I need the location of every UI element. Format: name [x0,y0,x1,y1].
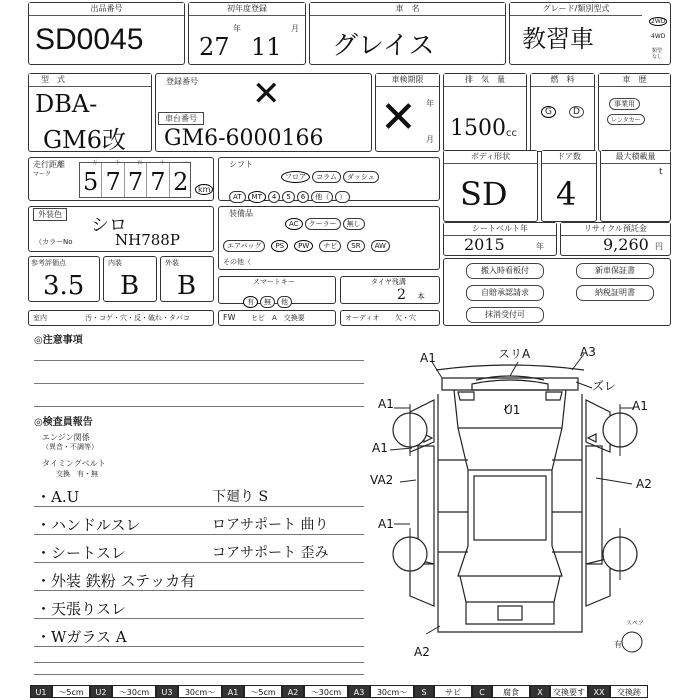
score-box [28,256,100,302]
mileage-digit: 5 [80,163,102,197]
report-line [34,674,364,675]
option-chip: 無し [343,218,365,230]
smartkey-box [218,276,336,304]
mileage-digit: 7 [147,163,169,197]
equipment-other: その他（ [223,258,251,266]
fuel-box [530,73,595,152]
history-label: 車 歴 [599,74,670,87]
model-line2: GM6改 [43,126,127,154]
option-chip: ナビ [319,240,341,252]
mileage-digit: 7 [102,163,124,197]
option-chip: フロア [281,171,310,183]
equipment-label: 装備品 [229,209,253,218]
fuel-label: 燃 料 [531,74,594,87]
option-chip: PW [294,240,313,252]
mileage-digit: 2 [173,168,189,196]
legend-code: A2 [282,685,304,698]
option-chip: 他 [277,296,292,308]
drive-2wd: 2WD [651,18,666,25]
doc-tax-certificate: 納税証明書 [576,285,654,301]
option-chip: コラム [312,171,341,183]
history-rental: レンタカー [607,114,645,125]
mileage-digit-header: 千 [114,160,120,166]
drive-4wd: 4WD [651,33,666,40]
damage-mark: スリA [498,347,531,361]
vehicle-diagram [370,342,670,672]
damage-mark: U1 [504,403,521,417]
first-registration-box [188,2,306,65]
score-label: 参考評価点 [31,259,66,267]
report-line [34,662,364,663]
seatbelt-label: シートベルト年 [444,223,556,236]
capacity-box [600,150,671,222]
tire-box [340,276,440,304]
legend-code: U1 [30,685,52,698]
audio-options: 欠・穴 [395,314,416,322]
option-chip: 5 [282,191,294,203]
legend-desc: ～5cm [244,685,282,698]
fuel-diesel: D [569,106,584,118]
doc-deregistration: 抹消受付可 [466,307,544,323]
caution-line [34,360,364,361]
audio-label: オーディオ [345,314,380,322]
interior-grade-label: 内装 [108,259,122,267]
inspection-label: 車検期限 [376,74,439,87]
history-business: 事業用 [609,98,640,110]
reg-no-label: 登録番号 [166,77,198,86]
legend-desc: 腐食 [492,685,530,698]
equipment-options-row2 [223,233,437,252]
score-value: 3.5 [43,271,85,301]
inspection-mark: ✕ [380,92,417,143]
displacement-box [443,73,527,152]
legend-code: A1 [222,685,244,698]
mileage-unit: km [195,184,213,195]
damage-mark: A1 [378,397,394,411]
option-chip: AC [285,218,303,230]
report-item: ・Wガラス A [36,628,127,646]
legend-desc: 30cm～ [370,685,414,698]
displacement-label: 排 気 量 [444,74,526,87]
lot-number-label: 出品番号 [29,3,184,16]
timing-label: タイミングベルト [42,459,106,468]
mileage-label: 走行距離 [33,160,65,169]
option-chip: 有 [243,296,258,308]
exterior-grade-box [160,256,214,302]
month-unit: 月 [291,24,299,33]
option-chip: 他（ [311,191,333,203]
mileage-digit-header: 一 [182,160,188,166]
legend-desc: 交換跡 [610,685,648,698]
color-box [28,206,214,252]
option-chip: クーラー [305,218,341,230]
model-box [28,73,152,152]
fw-label: FW [223,313,236,322]
drive-other: 類型なし [652,48,663,60]
doors-label: ドア数 [542,151,596,164]
grade-box [509,2,671,65]
chassis-label: 車台番号 [158,112,204,125]
damage-mark: A1 [632,399,648,413]
lot-number-value: SD0045 [35,23,144,56]
shift-options-row1 [281,164,381,183]
reg-no-mark: ✕ [252,74,281,114]
model-label: 型 式 [29,74,151,87]
report-item: ・A.U [36,488,80,506]
option-chip: SR [347,240,364,252]
option-chip: ） [335,191,350,203]
report-item: ・外装 鉄粉 ステッカ有 [36,572,196,590]
doc-new-car-warranty: 新車保証書 [576,263,654,279]
inspection-month-unit: 月 [426,135,434,144]
car-name-label: 車 名 [310,3,505,16]
legend-code: S [414,685,434,698]
legend-code: C [472,685,492,698]
seatbelt-box [443,222,557,256]
equipment-box [218,206,440,270]
car-name-box [309,2,506,65]
capacity-label: 最大積載量 [601,151,670,164]
spare-label: スペア [626,620,645,627]
legend-code: X [530,685,550,698]
recycle-box [560,222,671,256]
audio-box [340,310,440,326]
displacement-value: 1500 [450,116,506,141]
legend-code: U3 [156,685,178,698]
tire-unit: 本 [417,292,425,301]
legend-code: XX [588,685,610,698]
legend-desc: ～5cm [52,685,90,698]
color-code-value: NH788P [115,231,180,249]
option-chip: 6 [297,191,309,203]
engine-sub: （異音・不調等） [42,443,98,451]
caution-line [34,406,364,407]
body-type-box [443,150,538,222]
report-line [34,506,364,507]
capacity-unit: t [659,167,663,177]
interior-notes-box [28,310,214,326]
mileage-mark: マーク [33,171,52,178]
mileage-digit-header: 万 [92,160,98,166]
model-line1: DBA- [35,90,98,118]
shift-label: シフト [229,160,253,169]
option-chip: AW [371,240,390,252]
damage-mark: ズレ [592,379,617,393]
damage-mark: A2 [636,477,652,491]
legend-desc: ～30cm [304,685,348,698]
engine-label: エンジン関係 [42,433,90,442]
smartkey-label: スマートキー [253,278,295,286]
damage-mark: VA2 [370,473,394,487]
shift-options-row2 [229,184,352,203]
option-chip: 無 [260,296,275,308]
color-code-label: （カラーNo [35,238,73,246]
grade-label: グレード/類別型式 [510,3,642,16]
inspection-year-unit: 年 [426,99,434,108]
report-item: ・ハンドルスレ [36,516,141,534]
inspector-label: ◎検査員報告 [34,417,93,428]
report-item: ・天張りスレ [36,600,127,618]
lot-number-box [28,2,185,65]
interior-notes-label: 室内 [33,314,47,322]
option-chip: ダッシュ [343,171,379,183]
mileage-box [28,157,214,201]
doors-value: 4 [556,175,577,213]
option-chip: AT [229,191,246,203]
mileage-digit-header: 百 [137,160,143,166]
equipment-options-row1 [285,211,367,230]
legend-code: A3 [348,685,370,698]
documents-box [443,258,671,326]
color-value: シロ [91,215,127,236]
first-registration-month: 11 [251,33,282,61]
damage-mark: A3 [580,345,596,359]
legend-desc: 30cm～ [178,685,222,698]
shift-box [218,157,440,201]
damage-mark: A2 [414,645,430,659]
exterior-grade-value: B [177,271,197,301]
report-item: ・シートスレ [36,544,126,562]
history-box [598,73,671,152]
smartkey-options [243,289,294,308]
damage-mark: A1 [420,351,436,365]
mileage-digit-header: 十 [159,160,165,166]
doc-insurance: 自賠承認請求 [466,285,544,301]
first-registration-label: 初年度登録 [189,3,305,16]
mileage-digits [79,162,191,198]
legend-desc: ～30cm [112,685,156,698]
option-chip: 4 [268,191,280,203]
spare-value: 有 [614,640,622,649]
doors-box [541,150,597,222]
damage-mark: A1 [378,517,394,531]
legend-desc: 交換要す [550,685,588,698]
fw-options: ヒビ A 交換要 [251,314,305,322]
recycle-label: リサイクル預託金 [561,223,670,236]
legend-code: U2 [90,685,112,698]
exterior-grade-label: 外装 [165,259,179,267]
tire-value: 2 [397,287,406,303]
interior-grade-value: B [120,271,140,301]
damage-mark: A1 [372,441,388,455]
option-chip: PS [271,240,288,252]
timing-sub: 交換 有・無 [56,470,98,478]
interior-notes: 汚・コゲ・穴・反・破れ・タバコ [85,314,190,322]
option-chip: エアバッグ [223,240,265,252]
report-item-right: コアサポート 歪み [212,545,329,561]
report-item-right: ロアサポート 曲り [212,517,329,533]
caution-line [34,383,364,384]
recycle-unit: 円 [655,242,663,251]
color-label: 外装色 [33,208,67,221]
caution-label: ◎注意事項 [34,335,83,346]
mileage-digit: 7 [125,163,147,197]
doc-sign-attached: 搬入時看板付 [466,263,544,279]
legend-desc: サビ [434,685,472,698]
grade-value: 教習車 [522,25,594,53]
registration-box [155,73,372,152]
fw-box [218,310,336,326]
recycle-value: 9,260 [603,235,649,254]
body-type-value: SD [460,175,508,213]
seatbelt-unit: 年 [536,242,544,251]
inspection-box [375,73,440,152]
interior-grade-box [103,256,157,302]
first-registration-year: 27 [199,33,230,61]
displacement-unit: cc [506,128,517,139]
spare-tire-icon [622,632,642,652]
option-chip: MT [248,191,266,203]
fuel-gasoline: G [541,106,556,118]
seatbelt-value: 2015 [464,235,505,254]
chassis-value: GM6-6000166 [164,126,324,151]
report-item-right: 下廻り S [212,489,269,505]
car-name-value: グレイス [332,31,435,61]
tire-label: タイヤ残溝 [371,278,406,286]
year-unit: 年 [233,24,241,33]
body-type-label: ボディ形状 [444,151,537,164]
